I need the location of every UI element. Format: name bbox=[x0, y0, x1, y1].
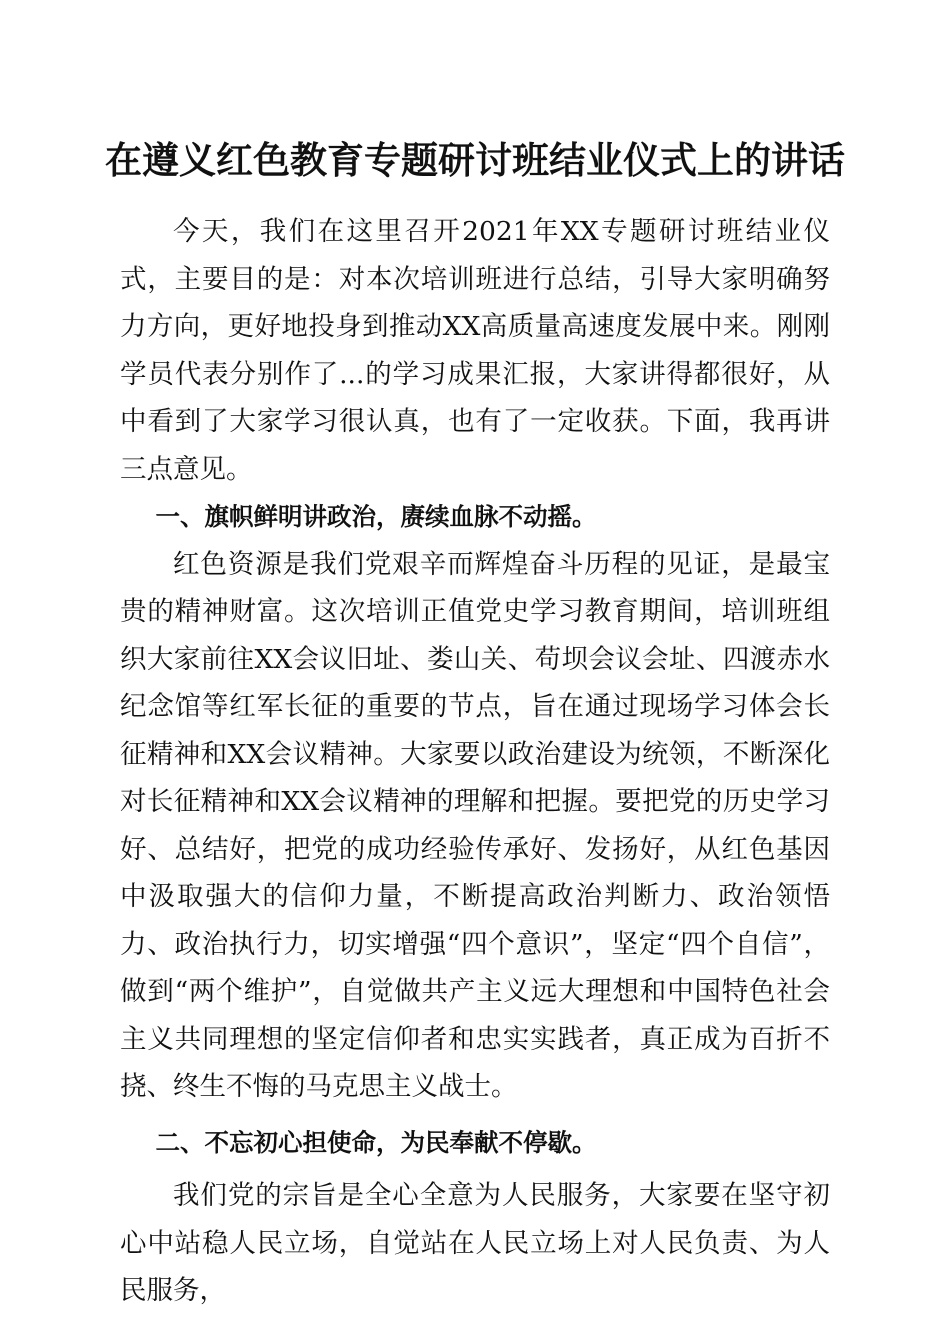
document-title: 在遵义红色教育专题研讨班结业仪式上的讲话 bbox=[105, 138, 845, 182]
section-2-heading: 二、不忘初心担使命，为民奉献不停歇。 bbox=[155, 1127, 597, 1157]
intro-paragraph: 今天，我们在这里召开2021年XX专题研讨班结业仪式，主要目的是：对本次培训班进行总结，引导大家明确努力方向，更好地投身到推动XX高质量高速度发展中来。刚刚学员代表分别作了...的学习成果汇报，大家讲得都很好，从中看到了大家学习很认真，也有了一定收获。下面，我再讲三点意见。 bbox=[120, 216, 830, 485]
section-2-paragraph: 我们党的宗旨是全心全意为人民服务，大家要在坚守初心中站稳人民立场，自觉站在人民立场上对人民负责、为人民服务， bbox=[120, 1180, 830, 1306]
document-body bbox=[120, 208, 830, 1315]
section-1-paragraph: 红色资源是我们党艰辛而辉煌奋斗历程的见证，是最宝贵的精神财富。这次培训正值党史学习教育期间，培训班组织大家前往XX会议旧址、娄山关、苟坝会议会址、四渡赤水纪念馆等红军长征的重要的节点，旨在通过现场学习体会长征精神和XX会议精神。大家要以政治建设为统领，不断深化对长征精神和XX会议精神的理解和把握。要把党的历史学习好、总结好，把党的成功经验传承好、发扬好，从红色基因中汲取强大的信仰力量，不断提高政治判断力、政治领悟力、政治执行力，切实增强“四个意识”，坚定“四个自信”，做到“两个维护”，自觉做共产主义远大理想和中国特色社会主义共同理想的坚定信仰者和忠实实践者，真正成为百折不挠、终生不悔的马克思主义战士。 bbox=[120, 548, 830, 1102]
section-1-heading: 一、旗帜鲜明讲政治，赓续血脉不动摇。 bbox=[155, 502, 597, 531]
